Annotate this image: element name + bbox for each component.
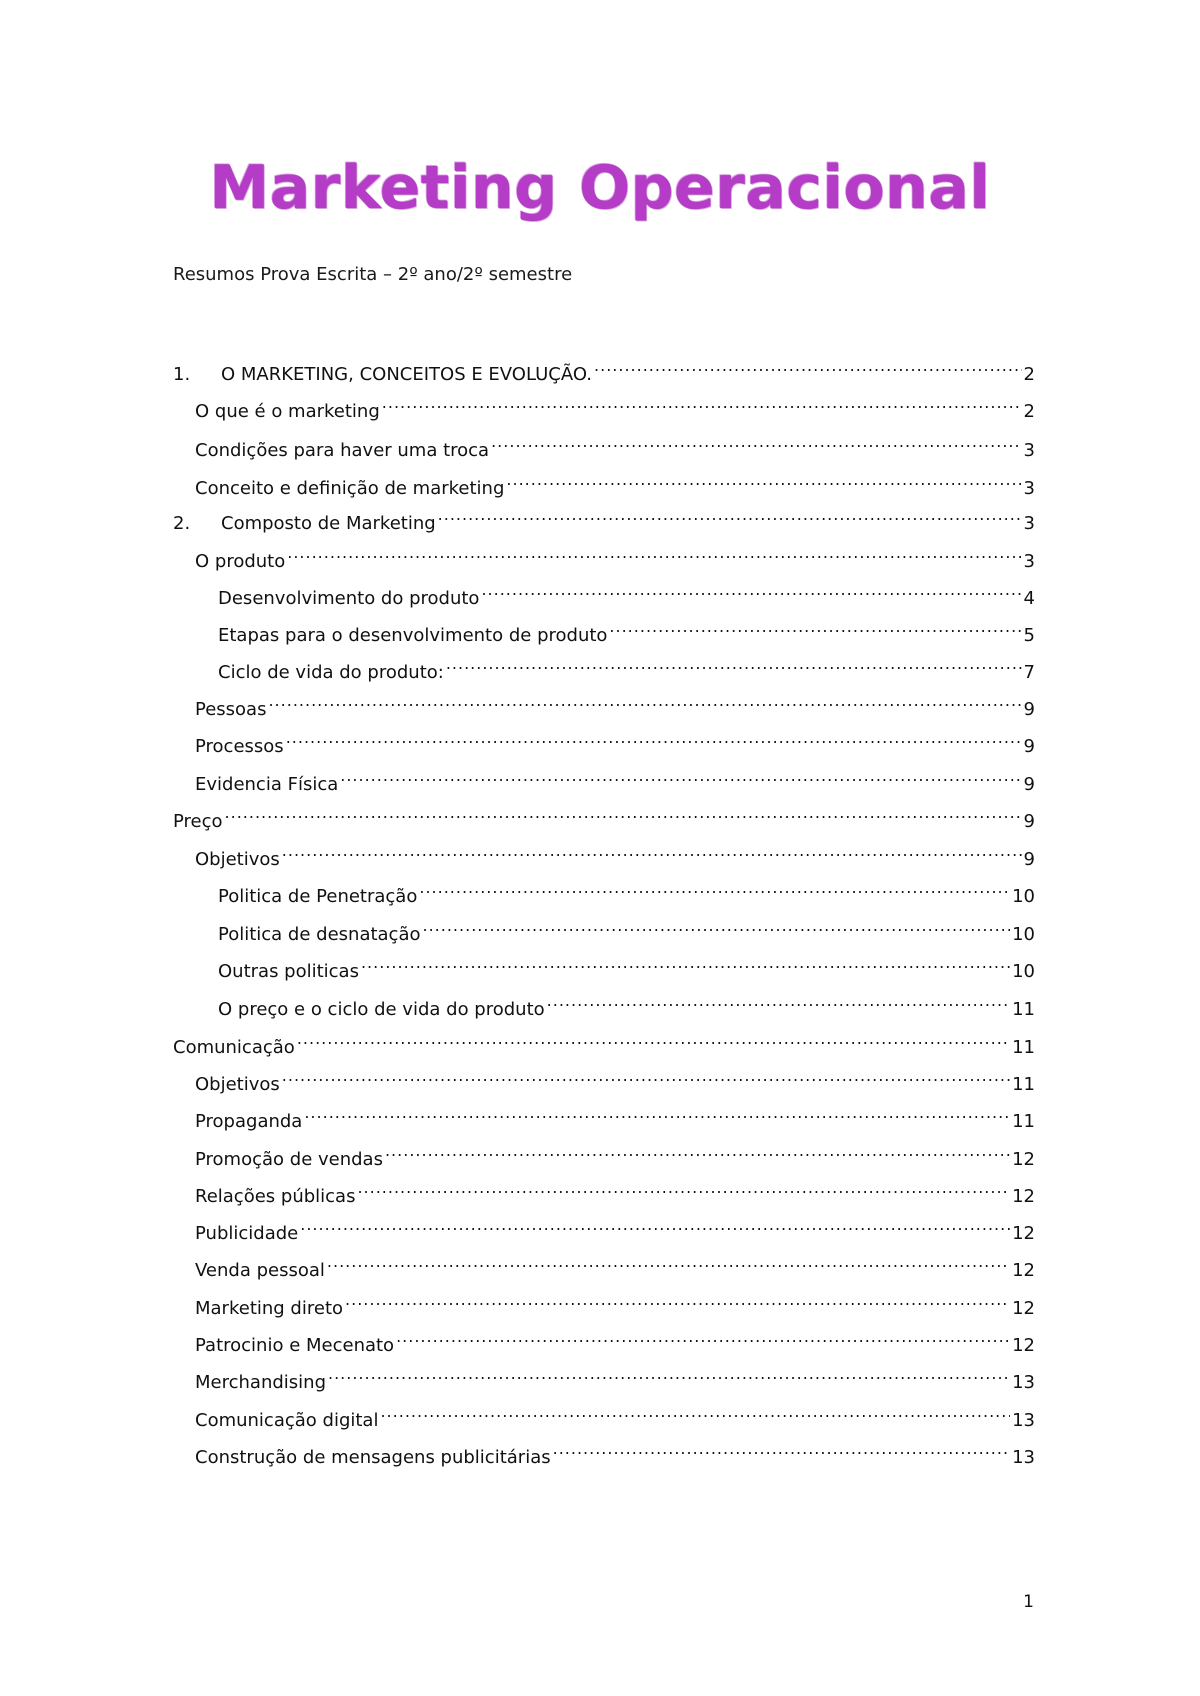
toc-entry-page: 11: [1012, 1074, 1035, 1095]
toc-entry-page: 12: [1012, 1223, 1035, 1244]
toc-entry-title: O preço e o ciclo de vida do produto: [218, 999, 545, 1020]
toc-dot-leader: [380, 1402, 1010, 1426]
toc-dot-leader: [481, 580, 1021, 604]
toc-dot-leader: [438, 505, 1022, 529]
toc-entry-page: 13: [1012, 1372, 1035, 1393]
toc-entry-page: 12: [1012, 1186, 1035, 1207]
toc-entry[interactable]: [173, 356, 1035, 385]
toc-entry[interactable]: [195, 1178, 1035, 1207]
toc-entry-number: 1.: [173, 364, 191, 385]
toc-entry[interactable]: [195, 1066, 1035, 1095]
toc-entry-title: Etapas para o desenvolvimento de produto: [218, 625, 608, 646]
toc-entry-title: Objetivos: [195, 1074, 280, 1095]
toc-entry[interactable]: [218, 617, 1035, 646]
toc-dot-leader: [547, 991, 1010, 1015]
toc-entry-page: 10: [1012, 961, 1035, 982]
toc-dot-leader: [361, 953, 1010, 977]
toc-entry-page: 3: [1023, 513, 1035, 534]
toc-entry-title: Politica de Penetração: [218, 886, 418, 907]
toc-entry[interactable]: [195, 1103, 1035, 1132]
toc-entry[interactable]: [173, 1029, 1035, 1058]
toc-dot-leader: [491, 432, 1021, 456]
toc-dot-leader: [282, 841, 1022, 865]
toc-entry-title: Desenvolvimento do produto: [218, 588, 480, 609]
toc-entry-page: 9: [1023, 736, 1035, 757]
toc-entry[interactable]: [173, 505, 1035, 534]
toc-entry-page: 11: [1012, 1037, 1035, 1058]
toc-entry-title: Composto de Marketing: [221, 513, 436, 534]
toc-dot-leader: [300, 1215, 1010, 1239]
toc-entry[interactable]: [218, 991, 1035, 1020]
toc-entry[interactable]: [195, 393, 1035, 422]
toc-entry[interactable]: [195, 1402, 1035, 1431]
toc-dot-leader: [423, 916, 1011, 940]
toc-dot-leader: [446, 654, 1022, 678]
toc-dot-leader: [382, 393, 1022, 417]
toc-dot-leader: [225, 803, 1022, 827]
toc-entry-page: 3: [1023, 478, 1035, 499]
toc-entry[interactable]: [218, 654, 1035, 683]
toc-entry-title: Construção de mensagens publicitárias: [195, 1447, 551, 1468]
toc-entry-page: 11: [1012, 1111, 1035, 1132]
toc-entry-title: Patrocinio e Mecenato: [195, 1335, 395, 1356]
toc-entry-page: 13: [1012, 1410, 1035, 1431]
toc-entry[interactable]: [218, 878, 1035, 907]
toc-dot-leader: [297, 1029, 1010, 1053]
toc-entry-page: 13: [1012, 1447, 1035, 1468]
toc-entry[interactable]: [195, 543, 1035, 572]
toc-entry-page: 5: [1023, 625, 1035, 646]
toc-entry[interactable]: [195, 1327, 1035, 1356]
toc-dot-leader: [340, 766, 1021, 790]
toc-entry-page: 2: [1023, 364, 1035, 385]
toc-dot-leader: [286, 728, 1022, 752]
toc-dot-leader: [553, 1439, 1010, 1463]
toc-entry-page: 7: [1023, 662, 1035, 683]
toc-entry-number: 2.: [173, 513, 191, 534]
toc-entry-title: O que é o marketing: [195, 401, 380, 422]
toc-entry[interactable]: [195, 1252, 1035, 1281]
toc-entry-title: O MARKETING, CONCEITOS E EVOLUÇÃO.: [221, 364, 593, 385]
document-subtitle: Resumos Prova Escrita – 2º ano/2º semestre: [173, 264, 573, 285]
toc-entry-title: O produto: [195, 551, 286, 572]
toc-entry-title: Ciclo de vida do produto:: [218, 662, 444, 683]
toc-entry[interactable]: [195, 766, 1035, 795]
toc-entry-title: Propaganda: [195, 1111, 303, 1132]
toc-entry-title: Condições para haver uma troca: [195, 440, 490, 461]
toc-entry-title: Outras politicas: [218, 961, 359, 982]
document-title: Marketing Operacional: [209, 153, 991, 223]
toc-dot-leader: [304, 1103, 1010, 1127]
toc-entry-title: Politica de desnatação: [218, 924, 421, 945]
toc-dot-leader: [268, 691, 1021, 715]
toc-entry-page: 3: [1023, 440, 1035, 461]
toc-entry-title: Relações públicas: [195, 1186, 356, 1207]
toc-entry-title: Venda pessoal: [195, 1260, 325, 1281]
toc-entry-page: 10: [1012, 924, 1035, 945]
toc-entry-page: 2: [1023, 401, 1035, 422]
toc-entry-title: Comunicação: [173, 1037, 295, 1058]
toc-entry-title: Publicidade: [195, 1223, 299, 1244]
toc-entry-title: Promoção de vendas: [195, 1149, 383, 1170]
toc-entry[interactable]: [218, 916, 1035, 945]
toc-entry[interactable]: [195, 470, 1035, 499]
toc-dot-leader: [594, 356, 1022, 380]
toc-entry-page: 12: [1012, 1260, 1035, 1281]
toc-entry-title: Objetivos: [195, 849, 280, 870]
toc-dot-leader: [287, 543, 1021, 567]
toc-entry-page: 9: [1023, 811, 1035, 832]
toc-entry-title: Pessoas: [195, 699, 267, 720]
toc-entry[interactable]: [195, 1215, 1035, 1244]
toc-entry-title: Merchandising: [195, 1372, 326, 1393]
toc-entry[interactable]: [195, 1141, 1035, 1170]
toc-entry-page: 10: [1012, 886, 1035, 907]
toc-entry-page: 3: [1023, 551, 1035, 572]
toc-entry[interactable]: [195, 728, 1035, 757]
toc-entry-page: 9: [1023, 699, 1035, 720]
toc-entry[interactable]: [195, 1439, 1035, 1468]
toc-entry[interactable]: [195, 691, 1035, 720]
toc-entry-page: 9: [1023, 774, 1035, 795]
toc-entry[interactable]: [195, 1364, 1035, 1393]
toc-entry[interactable]: [173, 803, 1035, 832]
toc-entry-page: 9: [1023, 849, 1035, 870]
toc-entry-page: 12: [1012, 1149, 1035, 1170]
toc-entry[interactable]: [218, 580, 1035, 609]
toc-entry-title: Marketing direto: [195, 1298, 344, 1319]
toc-entry-title: Comunicação digital: [195, 1410, 379, 1431]
toc-dot-leader: [327, 1252, 1010, 1276]
toc-dot-leader: [419, 878, 1010, 902]
toc-entry[interactable]: [195, 432, 1035, 461]
toc-dot-leader: [609, 617, 1021, 641]
toc-entry[interactable]: [195, 1290, 1035, 1319]
toc-dot-leader: [282, 1066, 1010, 1090]
toc-dot-leader: [328, 1364, 1010, 1388]
toc-entry-title: Evidencia Física: [195, 774, 339, 795]
toc-entry[interactable]: [195, 841, 1035, 870]
toc-dot-leader: [345, 1290, 1010, 1314]
toc-entry[interactable]: [218, 953, 1035, 982]
toc-dot-leader: [357, 1178, 1010, 1202]
toc-entry-page: 12: [1012, 1298, 1035, 1319]
toc-dot-leader: [396, 1327, 1010, 1351]
toc-entry-page: 11: [1012, 999, 1035, 1020]
toc-entry-title: Conceito e definição de marketing: [195, 478, 505, 499]
toc-entry-title: Preço: [173, 811, 223, 832]
toc-dot-leader: [506, 470, 1021, 494]
toc-entry-page: 12: [1012, 1335, 1035, 1356]
page-number: 1: [1023, 1592, 1034, 1612]
toc-entry-page: 4: [1023, 588, 1035, 609]
toc-entry-title: Processos: [195, 736, 284, 757]
toc-dot-leader: [385, 1141, 1010, 1165]
